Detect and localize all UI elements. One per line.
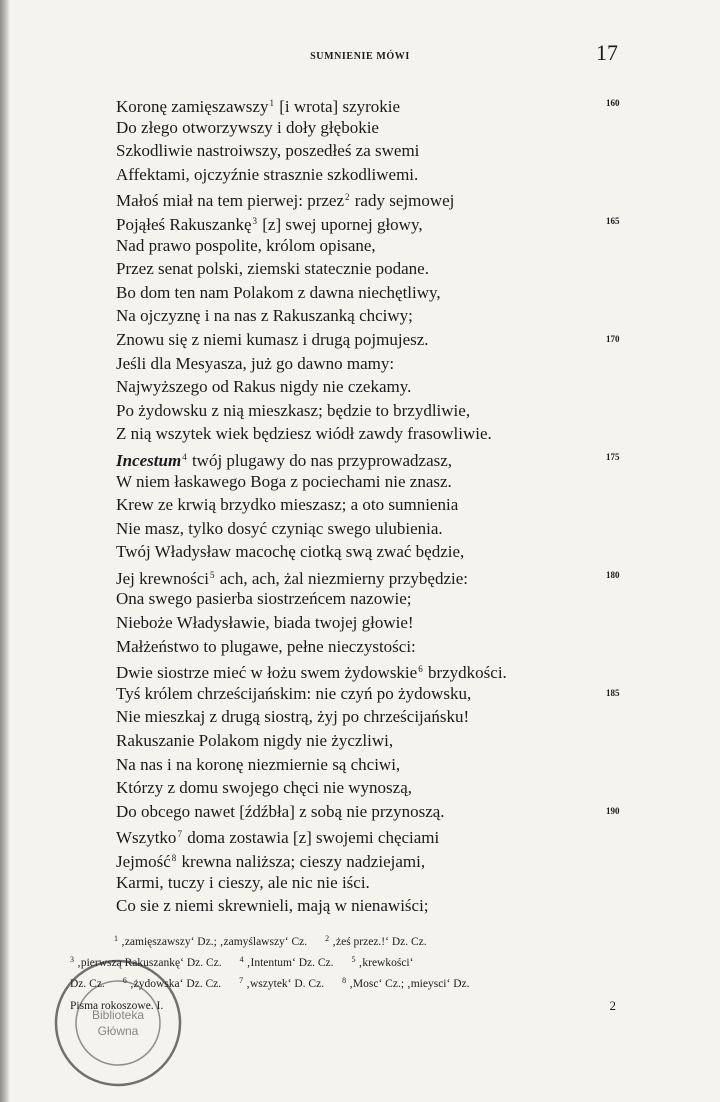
verse-text: Szkodliwie nastroiwszy, poszedłeś za swemi	[116, 141, 420, 161]
verse-line	[116, 823, 676, 847]
footnote-text: ‚pierwszą Rakuszankę‘ Dz. Cz.	[77, 957, 222, 969]
verse-text: Wszytko	[116, 828, 177, 848]
footnote-number: 5	[351, 955, 356, 964]
verse-line	[116, 139, 676, 163]
verse-line	[116, 399, 676, 423]
verse-line	[116, 352, 676, 376]
footnote-text: ‚krewkości‘	[358, 957, 414, 969]
verse-line	[116, 776, 676, 800]
verse-text: twój plugawy do nas przyprowadzasz,	[187, 450, 453, 470]
line-number: 160	[606, 98, 620, 108]
line-number: 170	[606, 333, 620, 344]
verse-text: Co sie z niemi skrewnieli, mają w nienawiści;	[116, 896, 429, 916]
footnote-ref: 1	[269, 98, 274, 108]
verse-line	[116, 753, 676, 777]
footnote-text: ‚żeś przez.!‘ Dz. Cz.	[332, 936, 427, 948]
footnote-ref: 5	[210, 569, 215, 580]
verse-line	[116, 92, 676, 116]
footnote-number: 4	[239, 955, 244, 964]
footnote	[325, 936, 427, 948]
verse-text: Pojąłeś Rakuszankę	[116, 214, 252, 234]
verse-text: Z nią wszytek wiek będziesz wiódł zawdy frasowliwie.	[116, 424, 492, 444]
page-number: 17	[596, 40, 618, 65]
footnote-text: ‚Intentum‘ Dz. Cz.	[246, 957, 334, 969]
verse-text: Nie masz, tylko dosyć czyniąc swego ulubienia.	[116, 518, 443, 538]
verse-text: Twój Władysław macochę ciotką swą zwać będzie,	[116, 542, 465, 562]
book-binding-shadow	[0, 0, 10, 1102]
verse-text: Na ojczyznę i na nas z Rakuszanką chciwy;	[116, 306, 413, 326]
verse-text: Karmi, tuczy i cieszy, ale nic nie iści.	[116, 872, 370, 892]
verse-text: [z] swej upornej głowy,	[258, 214, 423, 234]
verse-text: Nie mieszkaj z drugą siostrą, żyj po chrześcijańsku!	[116, 707, 470, 727]
verse-text: doma zostawia [z] swojemi chęciami	[182, 828, 440, 848]
footnote-number: 1	[114, 934, 118, 943]
footnote	[239, 978, 324, 990]
verse-line	[116, 635, 676, 659]
verse-line	[116, 682, 676, 706]
verse-line	[116, 517, 676, 541]
footnote-ref: 4	[182, 451, 187, 462]
verse-line	[116, 210, 676, 234]
footnote-ref: 2	[345, 192, 350, 203]
verse-line	[116, 705, 676, 729]
verse-text: Rakuszanie Polakom nigdy nie życzliwi,	[116, 731, 394, 751]
verse-text: Znowu się z niemi kumasz i drugą pojmujesz.	[116, 329, 429, 349]
footnote	[352, 957, 414, 969]
footnote-number: 3	[70, 955, 74, 964]
verse-line	[116, 493, 676, 517]
footnote-number: 8	[342, 976, 347, 985]
footnote-text: ‚Mosc‘ Cz.; ‚mieysci‘ Dz.	[349, 978, 470, 990]
verse-text: Nad prawo pospolite, królom opisane,	[116, 235, 376, 255]
verse-text: Ona swego pasierba siostrzeńcem nazowie;	[116, 589, 412, 609]
footnote	[240, 957, 334, 969]
verse-line	[116, 281, 676, 305]
verse-text: Do złego otworzywszy i doły głębokie	[116, 117, 379, 137]
verse-text: krewna naliższa; cieszy nadziejami,	[177, 852, 426, 871]
verse-text: brzydkości.	[423, 663, 507, 683]
verse-line	[116, 658, 676, 682]
verse-line	[116, 186, 676, 210]
running-head: SUMNIENIE MÓWI	[310, 51, 410, 62]
verse-line	[116, 564, 676, 588]
verse-text: Krew ze krwią brzydko mieszasz; a oto sumnienia	[116, 495, 459, 515]
verse-line	[116, 847, 676, 871]
verse-line	[116, 446, 676, 470]
library-stamp	[50, 955, 186, 1091]
footnote-ref: 6	[418, 664, 423, 675]
stamp-line-2: Główna	[97, 1024, 139, 1038]
footnote-ref: 3	[252, 215, 257, 226]
verse-line	[116, 257, 676, 281]
verse-text: W niem łaskawego Boga z pociechami nie znasz.	[116, 471, 452, 491]
verse-text: Jejmość	[116, 852, 171, 871]
verse-text: Małżeństwo to plugawe, pełne nieczystości:	[116, 636, 416, 656]
verse-line	[116, 894, 676, 918]
footnote	[114, 936, 307, 948]
verse-text: Bo dom ten nam Polakom z dawna niechętliwy,	[116, 282, 441, 302]
stamp-inner-ring	[76, 981, 160, 1065]
stamp-outer-ring	[56, 961, 180, 1085]
verse-line	[116, 540, 676, 564]
footnote-row	[70, 930, 620, 951]
verse-text: Jej krewności	[116, 568, 210, 588]
line-number: 190	[606, 805, 620, 816]
verse-line	[116, 116, 676, 140]
verse-text: Koronę zamięszawszy	[116, 97, 269, 116]
verse-text: Tyś królem chrześcijańskim: nie czyń po żydowsku,	[116, 683, 472, 703]
verse-text: Jeśli dla Mesyasza, już go dawno mamy:	[116, 353, 395, 373]
verse-text: Przez senat polski, ziemski statecznie podane.	[116, 259, 429, 279]
verse-text: [i wrota] szyrokie	[274, 97, 401, 116]
verse-line	[116, 611, 676, 635]
signature-number: 2	[609, 998, 616, 1013]
line-number: 185	[606, 687, 620, 698]
verse-line	[116, 234, 676, 258]
verse-text: Którzy z domu swojego chęci nie wynoszą,	[116, 778, 412, 798]
verse-text: ach, ach, żal niezmierny przybędzie:	[215, 568, 469, 588]
line-number: 180	[606, 569, 620, 580]
verse-line	[116, 800, 676, 824]
footnote-number: 2	[325, 934, 330, 943]
verse-text: Na nas i na koronę niezmiernie są chciwi,	[116, 754, 401, 774]
verse-text: Affektami, ojczyźnie strasznie szkodliwemi.	[116, 164, 419, 184]
verse-italic-text: Incestum	[116, 450, 182, 470]
footnote-number: 6	[122, 976, 127, 985]
footnote-text: ‚wszytek‘ D. Cz.	[246, 978, 325, 990]
verse-line	[116, 422, 676, 446]
footnote-number: 7	[239, 976, 244, 985]
poem-text	[116, 92, 676, 918]
verse-line	[116, 375, 676, 399]
verse-line	[116, 163, 676, 187]
footnote-ref: 8	[171, 853, 177, 863]
verse-line	[116, 470, 676, 494]
verse-line	[116, 304, 676, 328]
footnote-text: Dz. Cz.	[70, 978, 105, 990]
footnote-text: ‚żydowska‘ Dz. Cz.	[129, 978, 222, 990]
verse-text: Najwyższego od Rakus nigdy nie czekamy.	[116, 377, 412, 397]
verse-text: rady sejmowej	[350, 191, 455, 211]
footnote-ref: 7	[177, 829, 182, 840]
verse-line	[116, 587, 676, 611]
verse-text: Po żydowsku z nią mieszkasz; będzie to brzydliwie,	[116, 400, 471, 420]
verse-text: Do obcego nawet [źdźbła] z sobą nie przynoszą.	[116, 801, 445, 821]
verse-text: Małoś miał na tem pierwej: przez	[116, 191, 344, 211]
verse-text: Nieboże Władysławie, biada twojej głowie!	[116, 613, 414, 633]
verse-line	[116, 328, 676, 352]
verse-line	[116, 729, 676, 753]
line-number: 165	[606, 215, 620, 226]
signature-mark: Pisma rokoszowe. I.	[70, 1000, 164, 1012]
verse-text: Dwie siostrze mieć w łożu swem żydowskie	[116, 663, 418, 683]
stamp-line-1: Biblioteka	[91, 1008, 145, 1022]
footnote-text: ‚zamięszawszy‘ Dz.; ‚zamyślawszy‘ Cz.	[121, 936, 308, 948]
line-number: 175	[606, 451, 620, 462]
verse-line	[116, 871, 676, 895]
footnote	[342, 978, 469, 990]
